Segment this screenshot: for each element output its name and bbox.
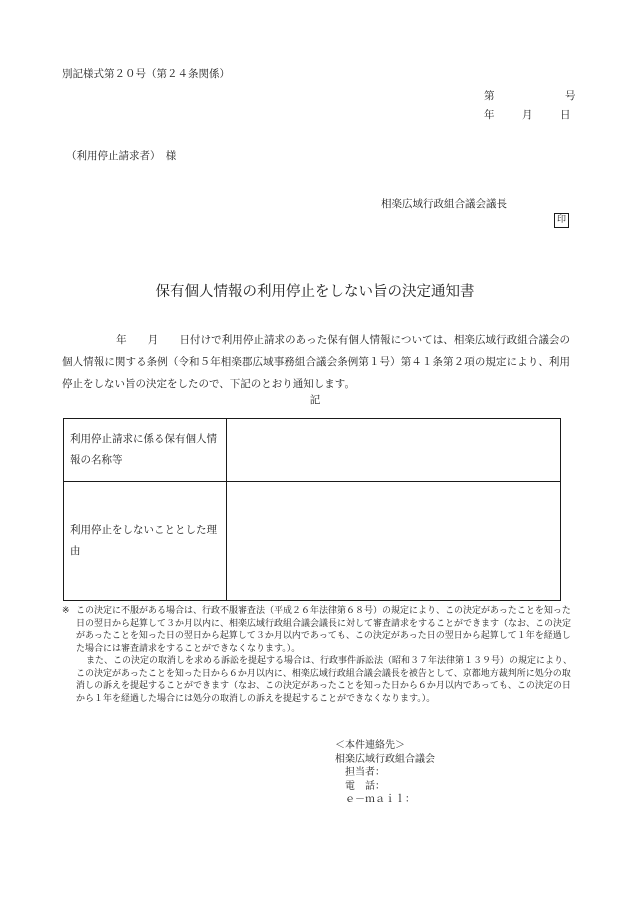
contact-organization: 相楽広域行政組合議会: [335, 753, 435, 765]
contact-block: [335, 739, 435, 807]
body-paragraph: [62, 329, 570, 395]
row2-value: [227, 482, 561, 601]
contact-email: ｅ－ｍａｉｌ：: [345, 794, 415, 805]
document-title: 保有個人情報の利用停止をしない旨の決定通知書: [155, 284, 475, 300]
date-month-label: 月: [522, 109, 533, 121]
appeal-note: [62, 605, 572, 705]
table-row: [64, 419, 561, 482]
row1-value: [227, 419, 561, 482]
contact-phone: 電 話：: [345, 780, 385, 792]
ki-heading: 記: [309, 394, 321, 406]
sender-name: 相楽広域行政組合議会議長: [381, 198, 507, 210]
decision-table: [63, 418, 561, 601]
document-number-suffix: 号: [565, 90, 576, 102]
contact-person: 担当者：: [345, 767, 385, 778]
note-paragraph-1: [62, 605, 572, 655]
date-day-label: 日: [560, 109, 571, 121]
document-number-prefix: 第: [484, 90, 495, 102]
recipient-line: （利用停止請求者） 様: [66, 150, 177, 162]
contact-heading: ＜本件連絡先＞: [335, 740, 405, 751]
seal-stamp: 印: [554, 213, 569, 228]
note-paragraph-2: また、この決定の取消しを求める訴訟を提起する場合は、行政事件訴訟法（昭和３７年法律第１３９号）の規定により、この決定があったことを知った日から６か月以内に、相楽広域行政組合議会議長を被告として、京都地方裁判所に処分の取消しの訴えを提起することができます（なお、この決定があったことを知った日から６か月以内であっても、この決定の日から１年を経過した場合には処分の取消しの訴えを提起することができなくなります。）。: [76, 656, 573, 704]
body-paragraph-text: 年 月 日付けで利用停止請求のあった保有個人情報については、相楽広域行政組合議会の個人情報に関する条例（令和５年相楽郡広域事務組合議会条例第１号）第４１条第２項の規定により、利用停止をしない旨の決定をしたので、下記のとおり通知します。: [62, 334, 570, 390]
date-year-label: 年: [484, 109, 495, 121]
note-mark: ※: [62, 606, 70, 616]
table-row: [64, 482, 561, 601]
row1-label: 利用停止請求に係る保有個人情報の名称等: [64, 419, 227, 482]
note-paragraph-1-text: この決定に不服がある場合は、行政不服審査法（平成２６年法律第６８号）の規定により、この決定があったことを知った日の翌日から起算して３か月以内に、相楽広域行政組合議会議長に対して審査請求をすることができます（なお、この決定があったことを知った日の翌日から起算して３か月以内であっても、この決定があった日の翌日から起算して１年を経過した場合には審査請求をすることができなくなります。）。: [76, 606, 572, 654]
form-identifier: 別記様式第２０号（第２４条関係）: [62, 68, 230, 80]
row2-label: 利用停止をしないこととした理由: [64, 482, 227, 601]
